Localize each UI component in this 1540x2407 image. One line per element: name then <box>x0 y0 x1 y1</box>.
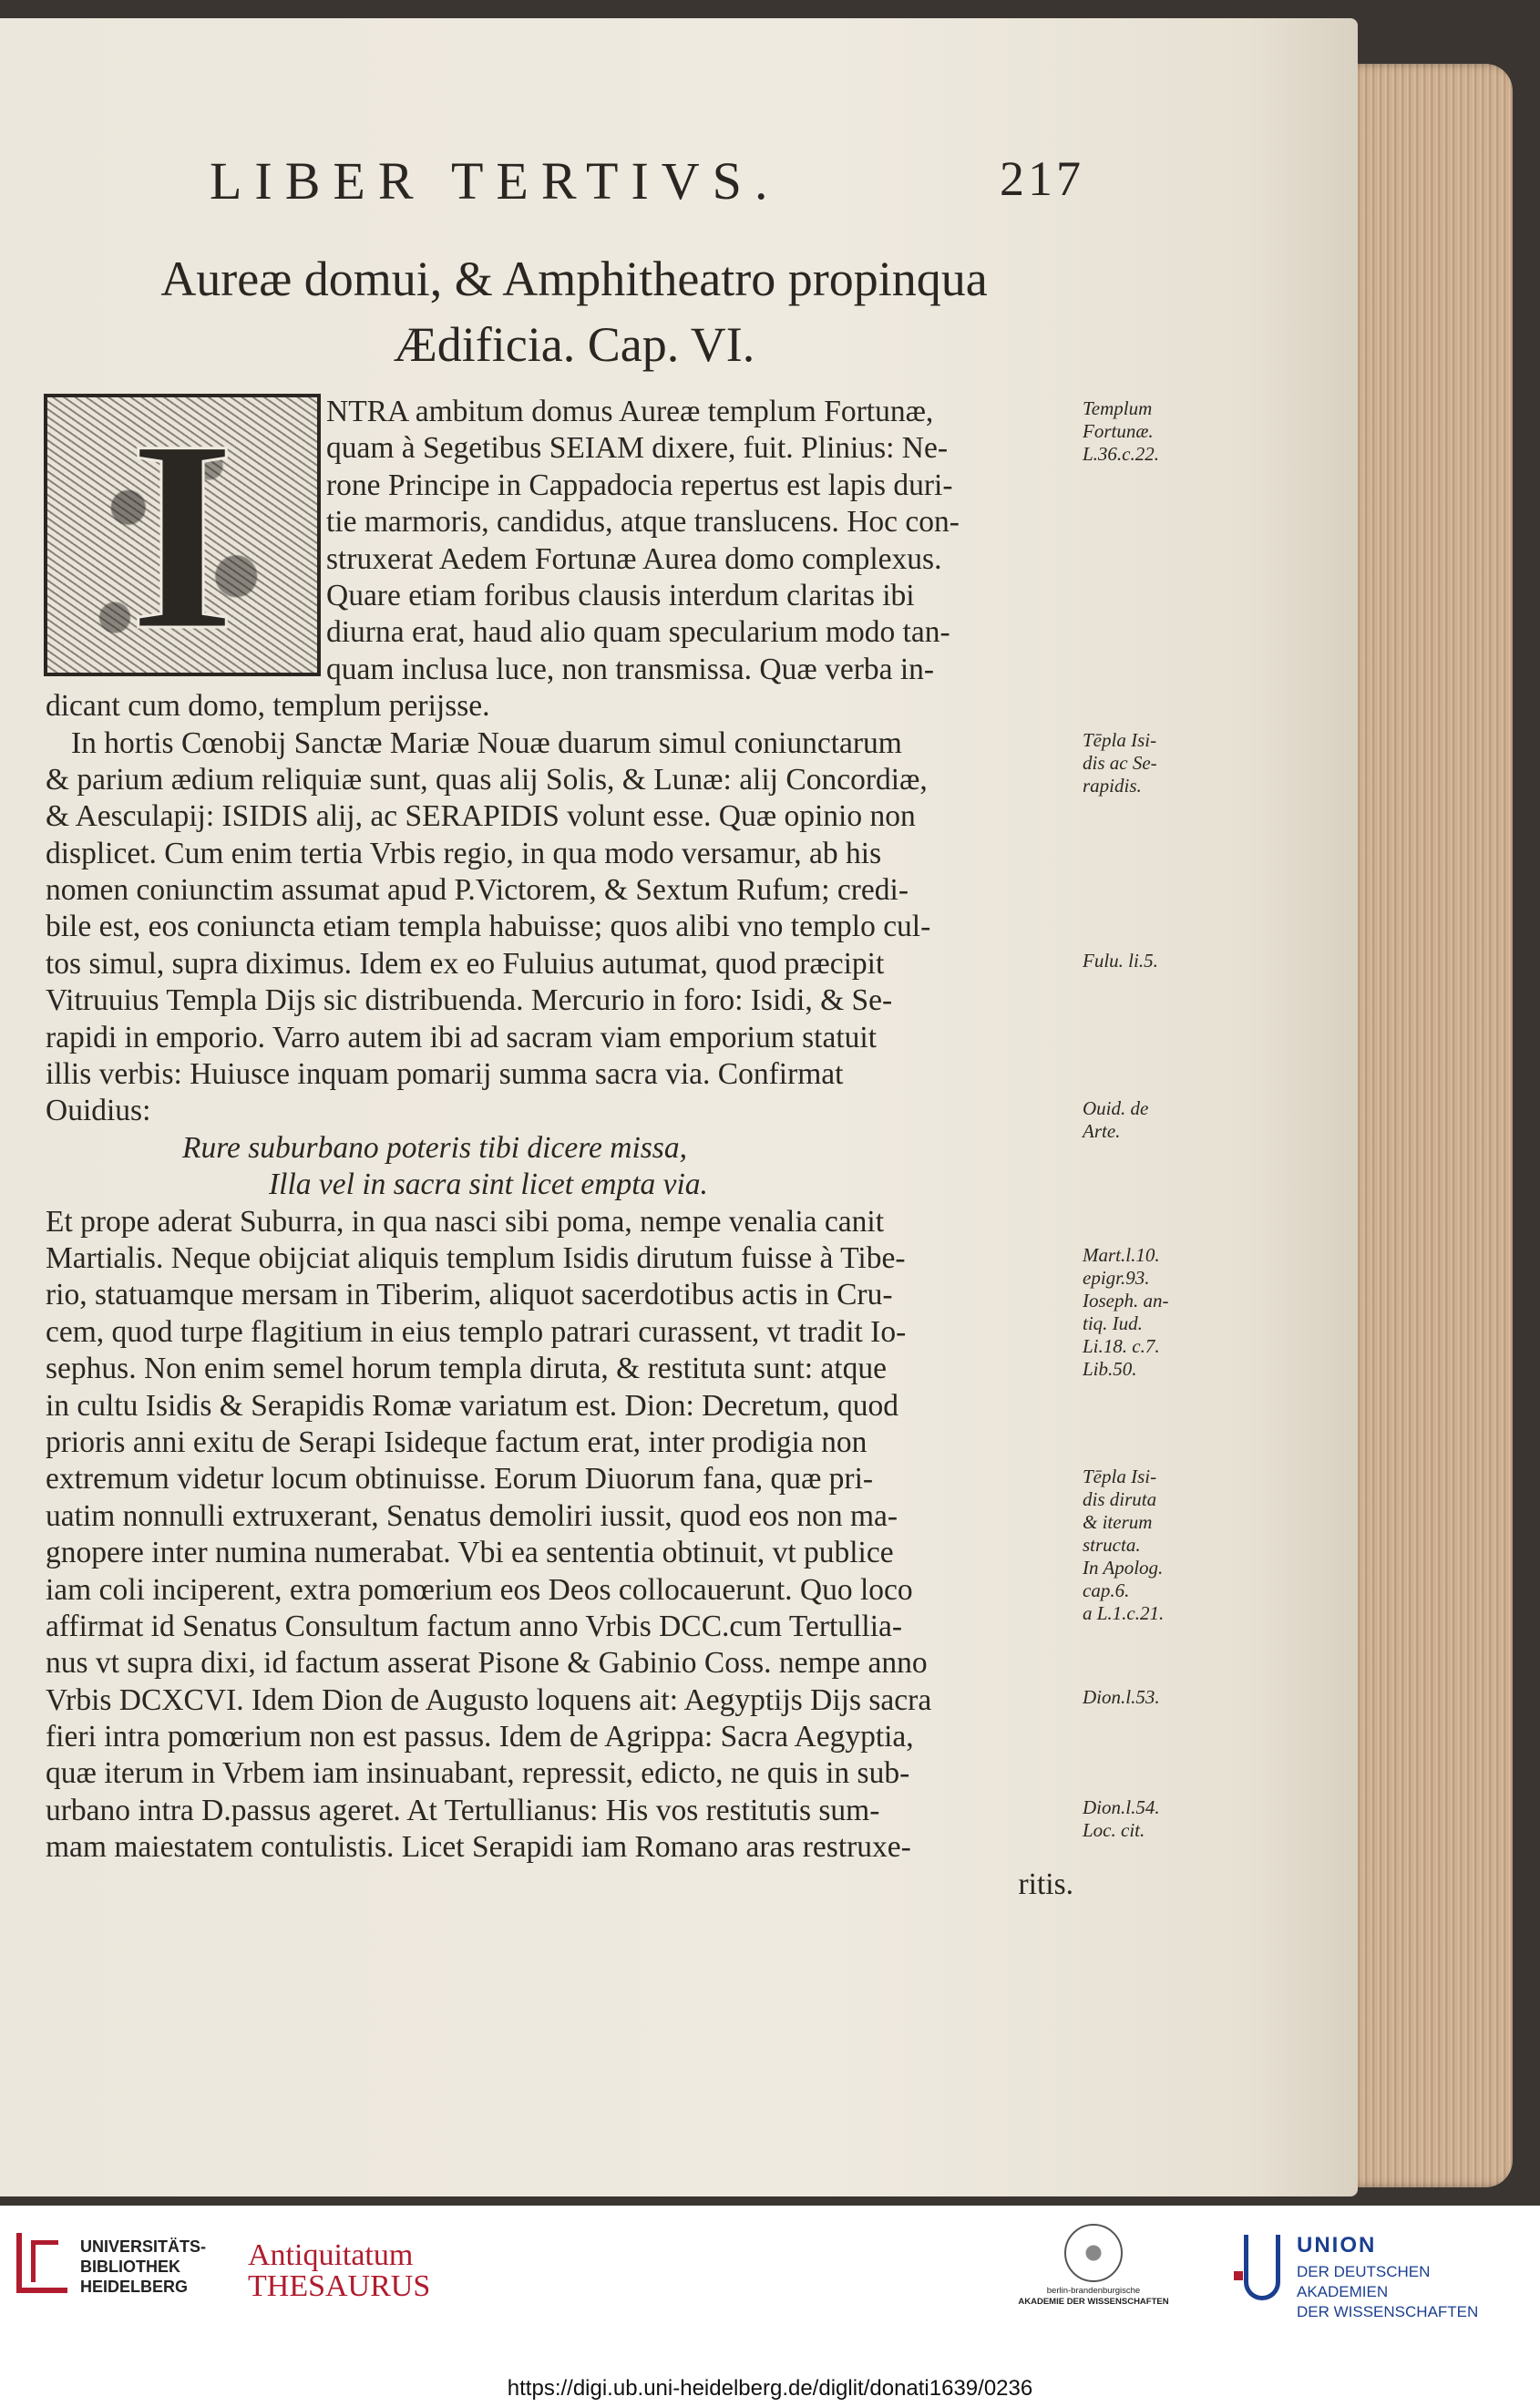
margin-note: Mart.l.10. epigr.93. Ioseph. an- tiq. Iud. Li.18. c.7. Lib.50. <box>1083 1244 1169 1381</box>
text-line: fieri intra pomœrium non est passus. Idem de Agrippa: Sacra Aegyptia, <box>46 1720 914 1754</box>
text-line: Martialis. Neque obijciat aliquis templum Isidis dirutum fuisse à Tibe- <box>46 1240 906 1275</box>
union-sub-line: DER WISSENSCHAFTEN <box>1297 2303 1479 2320</box>
text-line: uatim nonnulli extruxerant, Senatus demoliri iussit, quod eos non ma- <box>46 1498 898 1533</box>
text-line: diurna erat, haud alio quam specularium modo tan- <box>326 615 950 650</box>
chapter-heading <box>91 246 1057 377</box>
text-line: Vrbis DCXCVI. Idem Dion de Augusto loquens ait: Aegyptijs Dijs sacra <box>46 1682 932 1717</box>
thesaurus-line: THESAURUS <box>248 2269 431 2303</box>
ub-heidelberg-logo[interactable] <box>16 2233 235 2297</box>
text-line: in cultu Isidis & Serapidis Romæ variatum est. Dion: Decretum, quod <box>46 1388 899 1423</box>
page-url[interactable]: https://digi.ub.uni-heidelberg.de/diglit/donati1639/0236 <box>507 2376 1033 2401</box>
union-logo-icon <box>1244 2235 1280 2300</box>
margin-note: Fulu. li.5. <box>1083 950 1158 972</box>
text-line: sephus. Non enim semel horum templa diruta, & restituta sunt: atque <box>46 1352 887 1386</box>
text-line: iam coli inciperent, extra pomœrium eos Deos collocauerunt. Quo loco <box>46 1572 913 1607</box>
text-line: NTRA ambitum domus Aureæ templum Fortunæ, <box>326 395 934 428</box>
text-line: cem, quod turpe flagitium in eius templo patrari curassent, vt tradit Io- <box>46 1314 907 1349</box>
text-line: illis verbis: Huiusce inquam pomarij summa sacra via. Confirmat <box>46 1057 844 1092</box>
text-line: tos simul, supra diximus. Idem ex eo Fuluius autumat, quod præcipit <box>46 946 885 981</box>
text-line: Rure suburbano poteris tibi dicere missa, <box>182 1130 687 1165</box>
bbaw-line: berlin-brandenburgische <box>1046 2286 1141 2296</box>
text-line: rio, statuamque mersam in Tiberim, aliquot sacerdotibus actis in Cru- <box>46 1278 893 1312</box>
text-line: urbano intra D.passus ageret. At Tertullianus: His vos restitutis sum- <box>46 1793 880 1827</box>
text-line: rone Principe in Cappadocia repertus est lapis duri- <box>326 468 953 502</box>
text-line: rapidi in emporio. Varro autem ibi ad sacram viam emporium statuit <box>46 1020 878 1054</box>
text-line: displicet. Cum enim tertia Vrbis regio, in qua modo versamur, ab his <box>46 836 882 870</box>
union-logo[interactable] <box>1244 2233 1517 2320</box>
margin-note: Dion.l.53. <box>1083 1686 1160 1708</box>
margin-note: Templum Fortunæ. L.36.c.22. <box>1083 397 1159 465</box>
text-line: dicant cum domo, templum perijsse. <box>46 689 490 724</box>
book-edge <box>1340 64 1513 2187</box>
text-line: struxerat Aedem Fortunæ Aurea domo complexus. <box>326 541 942 576</box>
page-number: 217 <box>1000 151 1084 206</box>
chapter-heading-line: Aureæ domui, & Amphitheatro propinqua <box>160 252 988 306</box>
text-line: mam maiestatem contulistis. Licet Serapidi iam Romano aras restruxe- <box>46 1830 911 1865</box>
text-line: quam inclusa luce, non transmissa. Quæ verba in- <box>326 652 935 686</box>
bbaw-eagle-icon <box>1064 2224 1123 2282</box>
text-line: In hortis Cœnobij Sanctæ Mariæ Nouæ duarum simul coniunctarum <box>71 725 902 760</box>
text-line: ritis. <box>1018 1867 1073 1901</box>
page-header <box>210 150 1084 214</box>
running-title: LIBER TERTIVS. <box>210 151 781 211</box>
margin-note: Dion.l.54. Loc. cit. <box>1083 1796 1160 1842</box>
ub-logo-icon <box>16 2233 67 2293</box>
text-line: gnopere inter numina numerabat. Vbi ea sententia obtinuit, vt publice <box>46 1536 894 1570</box>
union-title: UNION <box>1297 2233 1377 2258</box>
chapter-heading-line: Ædificia. Cap. VI. <box>393 317 755 372</box>
text-line: Ouidius: <box>46 1094 151 1128</box>
text-line: & parium ædium reliquiæ sunt, quas alij Solis, & Lunæ: alij Concordiæ, <box>46 762 928 797</box>
drop-cap-letter: I <box>128 384 236 686</box>
bbaw-line: AKADEMIE DER WISSENSCHAFTEN <box>1018 2297 1169 2307</box>
text-line: Vitruuius Templa Dijs sic distribuenda. Mercurio in foro: Isidi, & Se- <box>46 983 893 1018</box>
text-line: & Aesculapij: ISIDIS alij, ac SERAPIDIS volunt esse. Quæ opinio non <box>46 799 916 834</box>
text-line: affirmat id Senatus Consultum factum anno Vrbis DCC.cum Tertullia- <box>46 1609 903 1643</box>
text-line: Et prope aderat Suburra, in qua nasci sibi poma, nempe venalia canit <box>46 1204 885 1239</box>
text-line: quam à Segetibus SEIAM dixere, fuit. Plinius: Ne- <box>326 431 949 466</box>
thesaurus-logo[interactable] <box>248 2240 430 2302</box>
margin-note: Tēpla Isi- dis ac Se- rapidis. <box>1083 728 1157 797</box>
text-line: Illa vel in sacra sint licet empta via. <box>269 1167 708 1202</box>
thesaurus-line: Antiquitatum <box>248 2238 414 2272</box>
text-line: nomen coniunctim assumat apud P.Victorem, & Sextum Rufum; credi- <box>46 873 909 908</box>
text-line: Quare etiam foribus clausis interdum claritas ibi <box>326 578 915 612</box>
ub-logo-line: UNIVERSITÄTS- <box>80 2237 207 2256</box>
union-sub-line: DER DEUTSCHEN AKADEMIEN <box>1297 2263 1431 2300</box>
text-line: prioris anni exitu de Serapi Isideque factum erat, inter prodigia non <box>46 1425 868 1459</box>
text-line: tie marmoris, candidus, atque translucens. Hoc con- <box>326 505 960 540</box>
text-line: bile est, eos coniuncta etiam templa habuisse; quos alibi vno templo cul- <box>46 910 931 944</box>
ub-logo-line: BIBLIOTHEK <box>80 2258 180 2276</box>
margin-note: Tēpla Isi- dis diruta & iterum structa. In Apolog. cap.6. a L.1.c.21. <box>1083 1465 1165 1624</box>
margin-note: Ouid. de Arte. <box>1083 1096 1149 1142</box>
ub-logo-line: HEIDELBERG <box>80 2278 189 2296</box>
text-line: quæ iterum in Vrbem iam insinuabant, repressit, edicto, ne quis in sub- <box>46 1756 910 1791</box>
bbaw-logo[interactable] <box>998 2224 1189 2308</box>
text-line: nus vt supra dixi, id factum asserat Pisone & Gabinio Coss. nempe anno <box>46 1646 928 1681</box>
body-text <box>46 384 1073 1903</box>
text-line: extremum videtur locum obtinuisse. Eorum Diuorum fana, quæ pri- <box>46 1462 874 1497</box>
